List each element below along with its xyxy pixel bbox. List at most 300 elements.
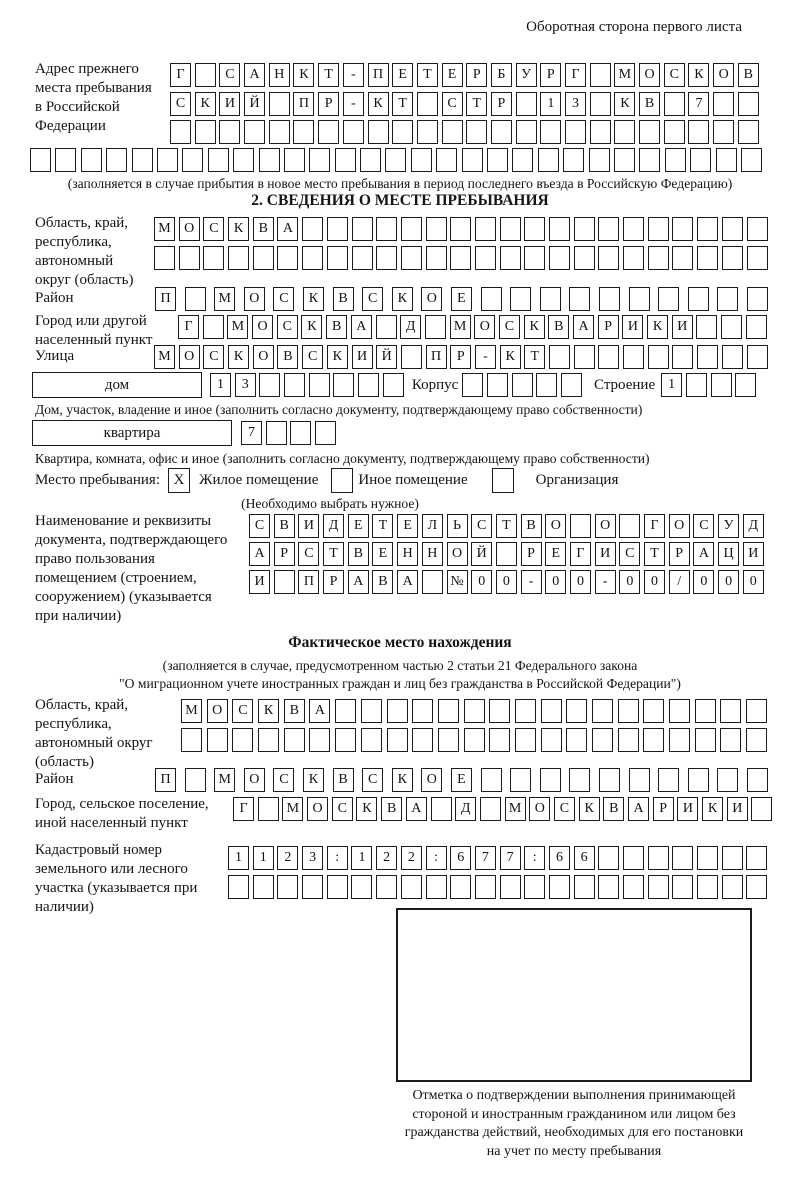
char-box[interactable] bbox=[195, 120, 216, 144]
char-box[interactable] bbox=[538, 148, 559, 172]
char-box[interactable]: К bbox=[356, 797, 377, 821]
char-box[interactable]: - bbox=[521, 570, 542, 594]
char-box[interactable] bbox=[599, 768, 620, 792]
char-box[interactable] bbox=[253, 875, 274, 899]
char-box[interactable] bbox=[570, 514, 591, 538]
char-box[interactable]: П bbox=[293, 92, 314, 116]
char-box[interactable]: К bbox=[327, 345, 348, 369]
char-box[interactable] bbox=[30, 148, 51, 172]
oblast-row-1[interactable] bbox=[154, 217, 768, 241]
char-box[interactable] bbox=[623, 345, 644, 369]
char-box[interactable]: 1 bbox=[540, 92, 561, 116]
char-box[interactable] bbox=[658, 768, 679, 792]
char-box[interactable] bbox=[253, 246, 274, 270]
char-box[interactable] bbox=[411, 148, 432, 172]
char-box[interactable] bbox=[302, 875, 323, 899]
ulitsa-row[interactable] bbox=[154, 345, 768, 369]
char-box[interactable]: А bbox=[397, 570, 418, 594]
char-box[interactable] bbox=[566, 699, 587, 723]
char-box[interactable]: К bbox=[392, 287, 413, 311]
fact-oblast-row-1[interactable] bbox=[181, 699, 767, 723]
mesto-checkbox-inoe[interactable] bbox=[331, 468, 353, 493]
char-box[interactable] bbox=[417, 120, 438, 144]
char-box[interactable]: К bbox=[688, 63, 709, 87]
char-box[interactable] bbox=[574, 345, 595, 369]
char-box[interactable] bbox=[335, 148, 356, 172]
char-box[interactable]: 0 bbox=[471, 570, 492, 594]
char-box[interactable]: О bbox=[244, 287, 265, 311]
char-box[interactable] bbox=[688, 120, 709, 144]
char-box[interactable] bbox=[475, 246, 496, 270]
char-box[interactable]: С bbox=[273, 768, 294, 792]
char-box[interactable] bbox=[182, 148, 203, 172]
char-box[interactable] bbox=[284, 728, 305, 752]
char-box[interactable]: Г bbox=[570, 542, 591, 566]
char-box[interactable] bbox=[569, 287, 590, 311]
char-box[interactable]: Т bbox=[524, 345, 545, 369]
char-box[interactable]: Р bbox=[323, 570, 344, 594]
char-box[interactable]: Д bbox=[743, 514, 764, 538]
char-box[interactable] bbox=[343, 120, 364, 144]
char-box[interactable] bbox=[228, 875, 249, 899]
char-box[interactable] bbox=[438, 728, 459, 752]
char-box[interactable]: У bbox=[516, 63, 537, 87]
kvartira-value-row[interactable] bbox=[241, 421, 336, 445]
char-box[interactable]: 1 bbox=[351, 846, 372, 870]
char-box[interactable]: Т bbox=[466, 92, 487, 116]
char-box[interactable] bbox=[697, 846, 718, 870]
char-box[interactable] bbox=[512, 148, 533, 172]
char-box[interactable]: Р bbox=[466, 63, 487, 87]
char-box[interactable]: В bbox=[548, 315, 569, 339]
char-box[interactable]: А bbox=[277, 217, 298, 241]
char-box[interactable] bbox=[489, 728, 510, 752]
char-box[interactable]: Т bbox=[323, 542, 344, 566]
char-box[interactable] bbox=[665, 148, 686, 172]
char-box[interactable] bbox=[464, 699, 485, 723]
char-box[interactable]: С bbox=[203, 345, 224, 369]
char-box[interactable] bbox=[293, 120, 314, 144]
char-box[interactable]: О bbox=[421, 287, 442, 311]
char-box[interactable] bbox=[207, 728, 228, 752]
char-box[interactable]: Т bbox=[644, 542, 665, 566]
char-box[interactable]: С bbox=[298, 542, 319, 566]
char-box[interactable]: С bbox=[442, 92, 463, 116]
char-box[interactable]: С bbox=[554, 797, 575, 821]
char-box[interactable]: К bbox=[228, 217, 249, 241]
char-box[interactable] bbox=[269, 92, 290, 116]
char-box[interactable]: П bbox=[155, 768, 176, 792]
char-box[interactable]: С bbox=[170, 92, 191, 116]
char-box[interactable]: Д bbox=[455, 797, 476, 821]
char-box[interactable]: О bbox=[669, 514, 690, 538]
char-box[interactable] bbox=[738, 120, 759, 144]
char-box[interactable] bbox=[335, 728, 356, 752]
char-box[interactable]: В bbox=[603, 797, 624, 821]
char-box[interactable] bbox=[203, 315, 224, 339]
char-box[interactable]: М bbox=[450, 315, 471, 339]
char-box[interactable]: И bbox=[352, 345, 373, 369]
char-box[interactable]: 6 bbox=[549, 846, 570, 870]
char-box[interactable] bbox=[274, 570, 295, 594]
char-box[interactable] bbox=[327, 246, 348, 270]
char-box[interactable]: А bbox=[406, 797, 427, 821]
char-box[interactable] bbox=[695, 699, 716, 723]
prev-address-row-3[interactable] bbox=[170, 120, 759, 144]
char-box[interactable] bbox=[352, 217, 373, 241]
char-box[interactable]: О bbox=[421, 768, 442, 792]
char-box[interactable]: Г bbox=[565, 63, 586, 87]
char-box[interactable] bbox=[648, 846, 669, 870]
char-box[interactable]: С bbox=[302, 345, 323, 369]
char-box[interactable]: 3 bbox=[302, 846, 323, 870]
char-box[interactable]: К bbox=[368, 92, 389, 116]
char-box[interactable]: Н bbox=[422, 542, 443, 566]
char-box[interactable] bbox=[426, 246, 447, 270]
char-box[interactable] bbox=[516, 120, 537, 144]
char-box[interactable]: 7 bbox=[500, 846, 521, 870]
char-box[interactable]: С bbox=[619, 542, 640, 566]
char-box[interactable] bbox=[179, 246, 200, 270]
char-box[interactable] bbox=[598, 846, 619, 870]
char-box[interactable]: И bbox=[622, 315, 643, 339]
char-box[interactable]: 0 bbox=[496, 570, 517, 594]
prev-address-row-1[interactable] bbox=[170, 63, 759, 87]
char-box[interactable] bbox=[309, 373, 330, 397]
char-box[interactable] bbox=[500, 875, 521, 899]
char-box[interactable] bbox=[510, 287, 531, 311]
char-box[interactable]: Т bbox=[318, 63, 339, 87]
char-box[interactable] bbox=[185, 768, 206, 792]
char-box[interactable] bbox=[515, 699, 536, 723]
char-box[interactable]: О bbox=[207, 699, 228, 723]
char-box[interactable] bbox=[203, 246, 224, 270]
char-box[interactable] bbox=[392, 120, 413, 144]
char-box[interactable]: Е bbox=[451, 768, 472, 792]
char-box[interactable] bbox=[438, 699, 459, 723]
char-box[interactable]: А bbox=[628, 797, 649, 821]
char-box[interactable] bbox=[716, 148, 737, 172]
char-box[interactable] bbox=[351, 875, 372, 899]
char-box[interactable] bbox=[735, 373, 756, 397]
char-box[interactable]: М bbox=[181, 699, 202, 723]
char-box[interactable]: К bbox=[228, 345, 249, 369]
char-box[interactable]: С bbox=[249, 514, 270, 538]
char-box[interactable] bbox=[598, 345, 619, 369]
char-box[interactable] bbox=[462, 148, 483, 172]
char-box[interactable] bbox=[672, 345, 693, 369]
char-box[interactable]: - bbox=[475, 345, 496, 369]
char-box[interactable] bbox=[327, 875, 348, 899]
char-box[interactable]: Р bbox=[274, 542, 295, 566]
char-box[interactable] bbox=[81, 148, 102, 172]
char-box[interactable]: 2 bbox=[376, 846, 397, 870]
char-box[interactable] bbox=[55, 148, 76, 172]
char-box[interactable] bbox=[258, 797, 279, 821]
char-box[interactable]: С bbox=[362, 287, 383, 311]
char-box[interactable]: Т bbox=[372, 514, 393, 538]
char-box[interactable] bbox=[614, 120, 635, 144]
fact-oblast-row-2[interactable] bbox=[181, 728, 767, 752]
char-box[interactable]: Е bbox=[392, 63, 413, 87]
char-box[interactable]: О bbox=[253, 345, 274, 369]
char-box[interactable] bbox=[185, 287, 206, 311]
char-box[interactable] bbox=[258, 728, 279, 752]
char-box[interactable] bbox=[629, 287, 650, 311]
char-box[interactable]: В bbox=[326, 315, 347, 339]
char-box[interactable]: В bbox=[277, 345, 298, 369]
char-box[interactable]: 0 bbox=[619, 570, 640, 594]
char-box[interactable] bbox=[738, 92, 759, 116]
char-box[interactable] bbox=[426, 875, 447, 899]
char-box[interactable] bbox=[672, 217, 693, 241]
char-box[interactable] bbox=[475, 875, 496, 899]
char-box[interactable] bbox=[524, 246, 545, 270]
char-box[interactable] bbox=[713, 92, 734, 116]
char-box[interactable]: А bbox=[693, 542, 714, 566]
char-box[interactable] bbox=[284, 373, 305, 397]
char-box[interactable] bbox=[412, 728, 433, 752]
korpus-value-row[interactable] bbox=[462, 373, 582, 397]
char-box[interactable]: Р bbox=[318, 92, 339, 116]
char-box[interactable] bbox=[412, 699, 433, 723]
char-box[interactable] bbox=[376, 246, 397, 270]
kadastr-row-1[interactable] bbox=[228, 846, 767, 870]
char-box[interactable]: Б bbox=[491, 63, 512, 87]
char-box[interactable] bbox=[512, 373, 533, 397]
char-box[interactable]: У bbox=[718, 514, 739, 538]
char-box[interactable]: М bbox=[227, 315, 248, 339]
char-box[interactable] bbox=[697, 246, 718, 270]
char-box[interactable] bbox=[284, 148, 305, 172]
char-box[interactable] bbox=[302, 246, 323, 270]
char-box[interactable]: О bbox=[529, 797, 550, 821]
char-box[interactable]: М bbox=[505, 797, 526, 821]
char-box[interactable]: Ц bbox=[718, 542, 739, 566]
char-box[interactable] bbox=[318, 120, 339, 144]
char-box[interactable]: О bbox=[307, 797, 328, 821]
char-box[interactable] bbox=[228, 246, 249, 270]
char-box[interactable]: В bbox=[639, 92, 660, 116]
char-box[interactable] bbox=[751, 797, 772, 821]
char-box[interactable] bbox=[496, 542, 517, 566]
char-box[interactable]: В bbox=[381, 797, 402, 821]
char-box[interactable] bbox=[563, 148, 584, 172]
char-box[interactable] bbox=[686, 373, 707, 397]
char-box[interactable] bbox=[720, 728, 741, 752]
char-box[interactable] bbox=[746, 875, 767, 899]
char-box[interactable] bbox=[269, 120, 290, 144]
char-box[interactable]: К bbox=[500, 345, 521, 369]
char-box[interactable]: М bbox=[214, 768, 235, 792]
char-box[interactable] bbox=[566, 728, 587, 752]
char-box[interactable] bbox=[195, 63, 216, 87]
char-box[interactable]: М bbox=[214, 287, 235, 311]
char-box[interactable]: П bbox=[368, 63, 389, 87]
char-box[interactable] bbox=[401, 246, 422, 270]
char-box[interactable] bbox=[219, 120, 240, 144]
char-box[interactable]: Р bbox=[521, 542, 542, 566]
char-box[interactable]: О bbox=[179, 345, 200, 369]
char-box[interactable] bbox=[672, 875, 693, 899]
char-box[interactable] bbox=[746, 728, 767, 752]
char-box[interactable]: К bbox=[293, 63, 314, 87]
char-box[interactable]: О bbox=[545, 514, 566, 538]
char-box[interactable] bbox=[569, 768, 590, 792]
char-box[interactable] bbox=[672, 246, 693, 270]
char-box[interactable] bbox=[302, 217, 323, 241]
char-box[interactable] bbox=[589, 148, 610, 172]
char-box[interactable] bbox=[746, 846, 767, 870]
char-box[interactable] bbox=[695, 728, 716, 752]
char-box[interactable] bbox=[417, 92, 438, 116]
char-box[interactable] bbox=[549, 345, 570, 369]
char-box[interactable]: И bbox=[595, 542, 616, 566]
char-box[interactable]: - bbox=[343, 63, 364, 87]
char-box[interactable] bbox=[541, 728, 562, 752]
char-box[interactable]: П bbox=[155, 287, 176, 311]
char-box[interactable]: Е bbox=[451, 287, 472, 311]
char-box[interactable]: Е bbox=[397, 514, 418, 538]
char-box[interactable] bbox=[717, 287, 738, 311]
char-box[interactable] bbox=[481, 768, 502, 792]
char-box[interactable] bbox=[401, 345, 422, 369]
char-box[interactable] bbox=[713, 120, 734, 144]
char-box[interactable]: Р bbox=[491, 92, 512, 116]
char-box[interactable] bbox=[462, 373, 483, 397]
char-box[interactable]: А bbox=[351, 315, 372, 339]
char-box[interactable]: 6 bbox=[574, 846, 595, 870]
char-box[interactable]: И bbox=[249, 570, 270, 594]
char-box[interactable]: С bbox=[273, 287, 294, 311]
char-box[interactable] bbox=[244, 120, 265, 144]
char-box[interactable]: 7 bbox=[241, 421, 262, 445]
char-box[interactable]: Н bbox=[397, 542, 418, 566]
char-box[interactable] bbox=[648, 246, 669, 270]
char-box[interactable]: В bbox=[521, 514, 542, 538]
char-box[interactable] bbox=[549, 217, 570, 241]
char-box[interactable]: : bbox=[426, 846, 447, 870]
char-box[interactable]: О bbox=[244, 768, 265, 792]
char-box[interactable] bbox=[664, 120, 685, 144]
char-box[interactable]: Т bbox=[392, 92, 413, 116]
char-box[interactable]: Г bbox=[170, 63, 191, 87]
char-box[interactable]: № bbox=[447, 570, 468, 594]
char-box[interactable] bbox=[360, 148, 381, 172]
char-box[interactable] bbox=[491, 120, 512, 144]
char-box[interactable]: И bbox=[727, 797, 748, 821]
char-box[interactable]: Е bbox=[372, 542, 393, 566]
char-box[interactable]: М bbox=[614, 63, 635, 87]
char-box[interactable] bbox=[541, 699, 562, 723]
char-box[interactable] bbox=[368, 120, 389, 144]
char-box[interactable]: К bbox=[614, 92, 635, 116]
char-box[interactable]: Е bbox=[348, 514, 369, 538]
char-box[interactable] bbox=[722, 345, 743, 369]
char-box[interactable]: К bbox=[195, 92, 216, 116]
char-box[interactable]: 0 bbox=[693, 570, 714, 594]
char-box[interactable]: К bbox=[303, 768, 324, 792]
char-box[interactable] bbox=[401, 217, 422, 241]
char-box[interactable]: И bbox=[219, 92, 240, 116]
char-box[interactable] bbox=[487, 148, 508, 172]
char-box[interactable] bbox=[540, 768, 561, 792]
char-box[interactable] bbox=[598, 875, 619, 899]
char-box[interactable] bbox=[464, 728, 485, 752]
char-box[interactable]: О bbox=[474, 315, 495, 339]
char-box[interactable]: / bbox=[669, 570, 690, 594]
char-box[interactable]: 0 bbox=[743, 570, 764, 594]
char-box[interactable]: В bbox=[253, 217, 274, 241]
char-box[interactable]: Е bbox=[545, 542, 566, 566]
char-box[interactable] bbox=[536, 373, 557, 397]
char-box[interactable]: И bbox=[672, 315, 693, 339]
char-box[interactable]: М bbox=[154, 345, 175, 369]
char-box[interactable]: К bbox=[524, 315, 545, 339]
char-box[interactable]: Л bbox=[422, 514, 443, 538]
char-box[interactable] bbox=[524, 875, 545, 899]
char-box[interactable] bbox=[524, 217, 545, 241]
char-box[interactable]: Р bbox=[540, 63, 561, 87]
dom-value-row[interactable] bbox=[210, 373, 404, 397]
kadastr-row-2[interactable] bbox=[228, 875, 767, 899]
char-box[interactable] bbox=[233, 148, 254, 172]
char-box[interactable] bbox=[442, 120, 463, 144]
char-box[interactable]: К bbox=[702, 797, 723, 821]
char-box[interactable]: К bbox=[303, 287, 324, 311]
char-box[interactable]: А bbox=[244, 63, 265, 87]
char-box[interactable] bbox=[426, 217, 447, 241]
char-box[interactable]: С bbox=[277, 315, 298, 339]
char-box[interactable] bbox=[711, 373, 732, 397]
char-box[interactable] bbox=[639, 120, 660, 144]
char-box[interactable]: К bbox=[579, 797, 600, 821]
char-box[interactable]: 6 bbox=[450, 846, 471, 870]
char-box[interactable] bbox=[549, 246, 570, 270]
char-box[interactable] bbox=[466, 120, 487, 144]
char-box[interactable] bbox=[489, 699, 510, 723]
char-box[interactable]: О bbox=[713, 63, 734, 87]
char-box[interactable] bbox=[590, 63, 611, 87]
char-box[interactable]: И bbox=[298, 514, 319, 538]
char-box[interactable] bbox=[722, 875, 743, 899]
char-box[interactable] bbox=[590, 92, 611, 116]
char-box[interactable] bbox=[549, 875, 570, 899]
char-box[interactable] bbox=[277, 246, 298, 270]
char-box[interactable] bbox=[565, 120, 586, 144]
char-box[interactable]: 1 bbox=[228, 846, 249, 870]
char-box[interactable]: К bbox=[392, 768, 413, 792]
char-box[interactable]: : bbox=[327, 846, 348, 870]
char-box[interactable] bbox=[590, 120, 611, 144]
char-box[interactable] bbox=[720, 699, 741, 723]
char-box[interactable] bbox=[747, 246, 768, 270]
char-box[interactable]: О bbox=[447, 542, 468, 566]
char-box[interactable] bbox=[623, 217, 644, 241]
char-box[interactable] bbox=[746, 699, 767, 723]
char-box[interactable] bbox=[450, 875, 471, 899]
char-box[interactable] bbox=[516, 92, 537, 116]
char-box[interactable] bbox=[387, 728, 408, 752]
char-box[interactable]: Д bbox=[400, 315, 421, 339]
char-box[interactable]: Ь bbox=[447, 514, 468, 538]
prev-address-row-full[interactable] bbox=[30, 148, 762, 172]
prev-address-row-2[interactable] bbox=[170, 92, 759, 116]
char-box[interactable]: П bbox=[298, 570, 319, 594]
char-box[interactable]: И bbox=[743, 542, 764, 566]
char-box[interactable] bbox=[475, 217, 496, 241]
char-box[interactable] bbox=[747, 345, 768, 369]
